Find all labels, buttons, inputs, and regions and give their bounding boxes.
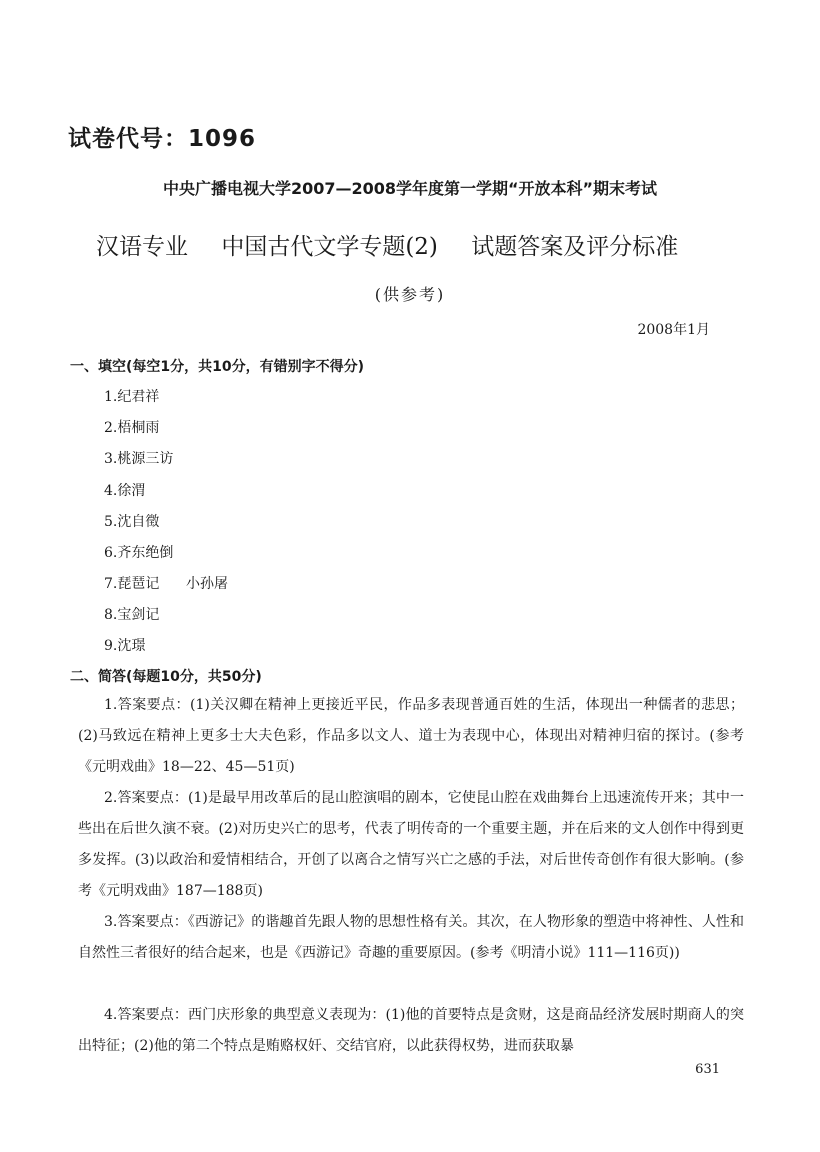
fill-answer-item: 5.沈自徵	[104, 514, 160, 530]
section-2-heading: 二、简答(每题10分，共50分)	[70, 669, 262, 685]
reference-note: (供参考)	[374, 285, 446, 304]
fill-answer-item: 9.沈璟	[104, 638, 146, 654]
subject-line	[96, 228, 704, 261]
fill-answer-item: 2.梧桐雨	[104, 420, 160, 436]
fill-answer-item: 4.徐渭	[104, 483, 146, 499]
fill-answer-item: 1.纪君祥	[104, 389, 160, 405]
fill-answer-item: 7.琵琶记 小孙屠	[104, 576, 229, 592]
fill-answer-item: 8.宝剑记	[104, 607, 160, 623]
document-type: 试题答案及评分标准	[471, 234, 679, 260]
exam-date: 2008年1月	[637, 322, 710, 338]
exam-code: 试卷代号：1096	[68, 126, 257, 152]
course-name: 中国古代文学专题(2)	[221, 234, 438, 260]
fill-answer-item: 3.桃源三访	[104, 451, 174, 467]
short-answer-1: 1.答案要点：(1)关汉卿在精神上更接近平民，作品多表现普通百姓的生活，体现出一种儒者的悲思；(2)马致远在精神上更多士大夫色彩，作品多以文人、道士为表现中心，体现出对精神归宿的探讨。(参考《元明戏曲》18—22、45—51页)	[78, 697, 744, 775]
short-answer-2: 2.答案要点：(1)是最早用改革后的昆山腔演唱的剧本，它使昆山腔在戏曲舞台上迅速流传开来；其中一些出在后世久演不衰。(2)对历史兴亡的思考，代表了明传奇的一个重要主题，并在后来的文人创作中得到更多发挥。(3)以政治和爱情相结合，开创了以离合之情写兴亡之感的手法，对后世传奇创作有很大影响。(参考《元明戏曲》187—188页)	[78, 790, 744, 899]
short-answer-4: 4.答案要点：西门庆形象的典型意义表现为：(1)他的首要特点是贪财，这是商品经济发展时期商人的突出特征；(2)他的第二个特点是贿赂权奸、交结官府，以此获得权势，进而获取暴	[78, 1007, 744, 1054]
major-name: 汉语专业	[96, 234, 188, 260]
short-answer-3: 3.答案要点：《西游记》的谐趣首先跟人物的思想性格有关。其次，在人物形象的塑造中将神性、人性和自然性三者很好的结合起来，也是《西游记》奇趣的重要原因。(参考《明清小说》111—116页))	[78, 914, 744, 961]
exam-title: 中央广播电视大学2007—2008学年度第一学期“开放本科”期末考试	[162, 179, 658, 198]
section-1-heading: 一、填空(每空1分，共10分，有错别字不得分)	[70, 359, 365, 375]
fill-answer-item: 6.齐东绝倒	[104, 545, 174, 561]
page-number: 631	[695, 1062, 720, 1077]
